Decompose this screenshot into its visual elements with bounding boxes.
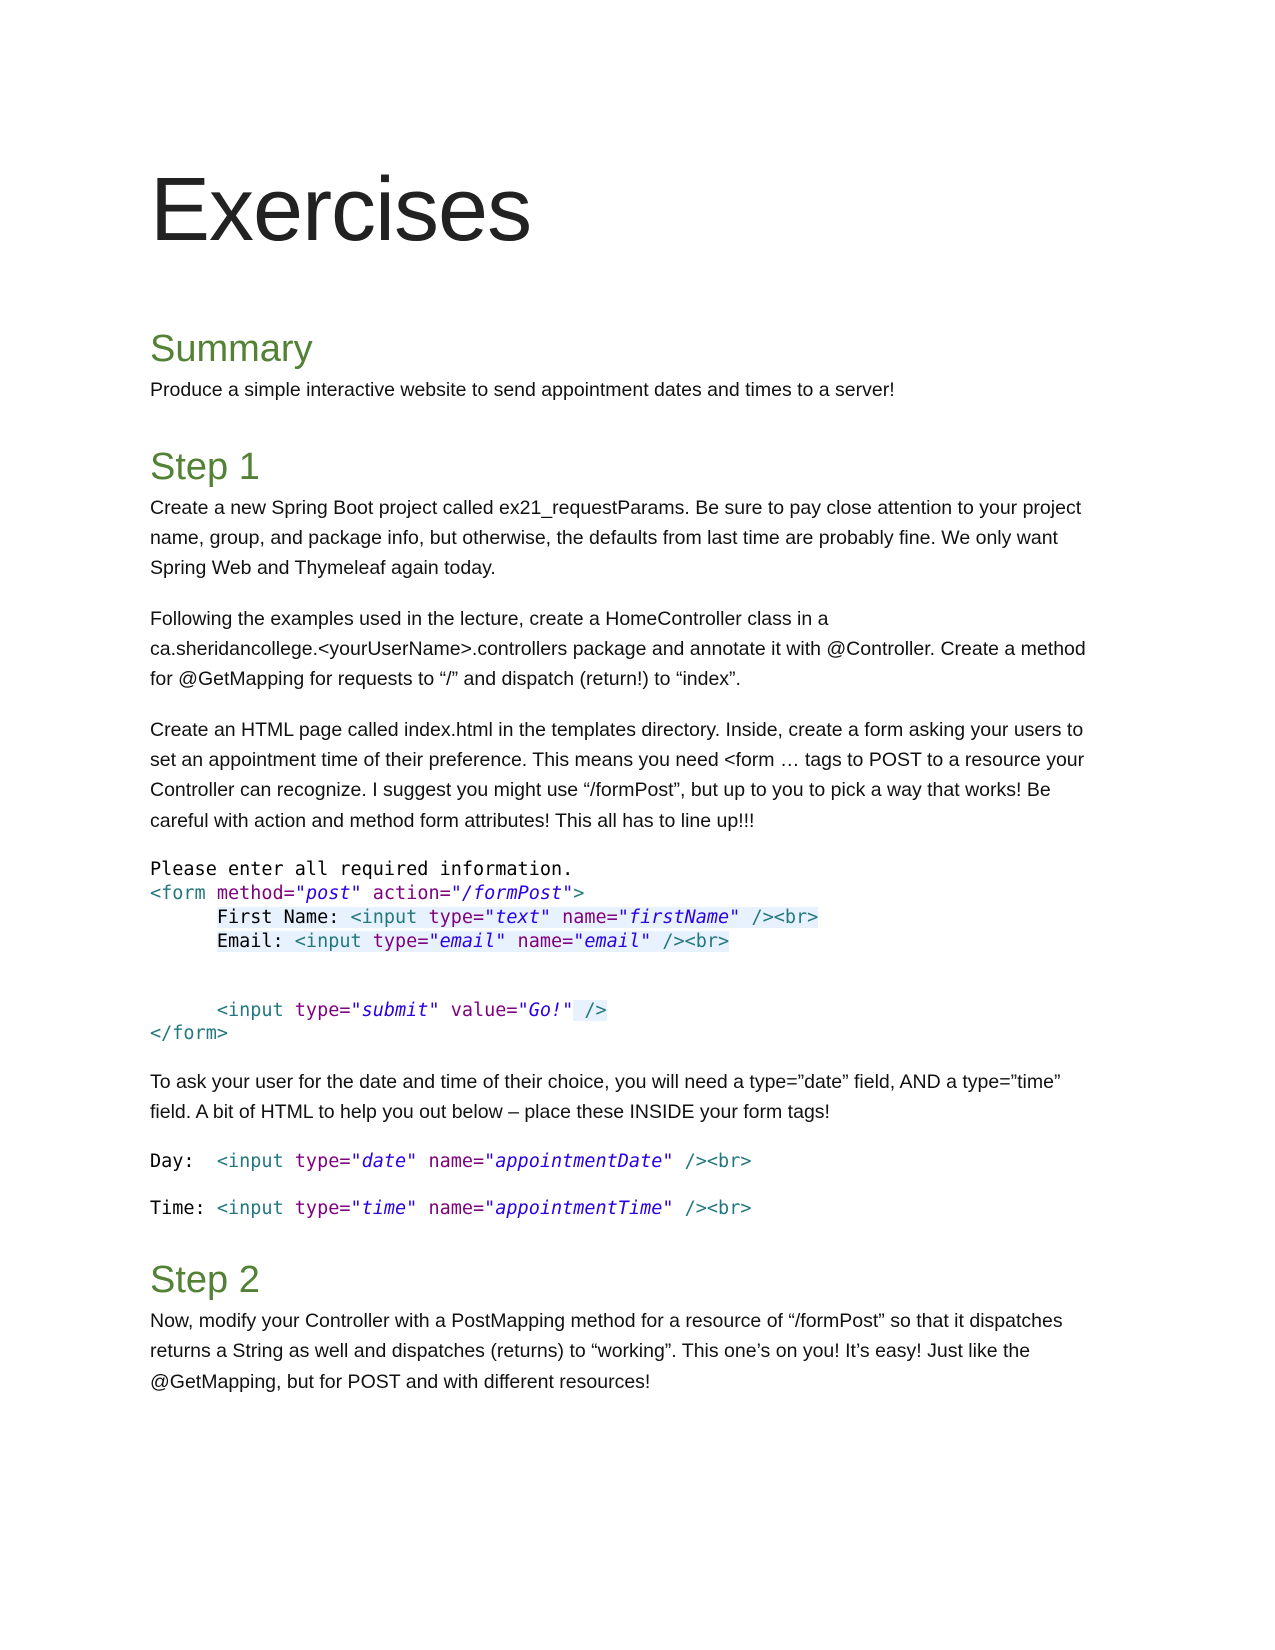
code-type-attr: type= bbox=[283, 1151, 351, 1172]
code-line-form-open bbox=[150, 882, 584, 906]
code-method-val: "post" bbox=[294, 883, 362, 904]
summary-heading: Summary bbox=[150, 328, 313, 370]
step1-paragraph-1-line-2: name, group, and package info, but otherwise, the defaults from last time are probably fine. We only want bbox=[150, 527, 1058, 549]
code-input-open-tag: <input bbox=[294, 931, 362, 952]
code-email-name-val: "email" bbox=[573, 931, 652, 952]
code-input-open-tag: <input bbox=[216, 1000, 284, 1021]
code-name-attr: name= bbox=[417, 1151, 485, 1172]
code-form-open-tag: <form bbox=[150, 883, 206, 904]
step1-paragraph-3-line-1: Create an HTML page called index.html in the templates directory. Inside, create a form asking your users to bbox=[150, 719, 1084, 741]
code-time-val: "time" bbox=[350, 1198, 418, 1219]
code-appt-date-val: "appointmentDate" bbox=[484, 1151, 674, 1172]
step1-paragraph-1-line-3: Spring Web and Thymeleaf again today. bbox=[150, 557, 496, 579]
code-action-val: "/formPost" bbox=[450, 883, 574, 904]
code-submit-val: "submit" bbox=[350, 1000, 440, 1021]
step1-paragraph-3-line-2: set an appointment time of their preference. This means you need <form … tags to POST to a resource your bbox=[150, 749, 1085, 771]
code-line-instruction bbox=[150, 858, 573, 882]
code-name-attr: name= bbox=[550, 907, 618, 928]
code-input-open-tag: <input bbox=[350, 907, 418, 928]
page-title: Exercises bbox=[150, 160, 532, 260]
code-indent bbox=[150, 907, 217, 928]
code-text-val: "text" bbox=[484, 907, 551, 928]
step1-paragraph-4-line-2: field. A bit of HTML to help you out below – place these INSIDE your form tags! bbox=[150, 1101, 830, 1123]
code-name-attr: name= bbox=[417, 1198, 485, 1219]
code-form-close-tag: </form> bbox=[150, 1023, 228, 1044]
code-type-attr: type= bbox=[361, 931, 429, 952]
code-method-attr: method= bbox=[205, 883, 295, 904]
code-value-attr: value= bbox=[439, 1000, 518, 1021]
step2-heading: Step 2 bbox=[150, 1259, 260, 1301]
step2-line-3: @GetMapping, but for POST and with different resources! bbox=[150, 1371, 651, 1393]
step1-paragraph-1-line-1: Create a new Spring Boot project called ex21_requestParams. Be sure to pay close attention to your project bbox=[150, 497, 1082, 519]
code-type-attr: type= bbox=[283, 1000, 351, 1021]
code-line-time bbox=[150, 1197, 751, 1221]
step1-paragraph-4-line-1: To ask your user for the date and time of their choice, you will need a type=”date” field, AND a type=”time” bbox=[150, 1071, 1061, 1093]
code-first-name-label: First Name: bbox=[216, 907, 351, 928]
step1-paragraph-3-line-3: Controller can recognize. I suggest you might use “/formPost”, but up to you to pick a way that works! Be bbox=[150, 779, 1051, 801]
code-firstname-val: "firstName" bbox=[617, 907, 741, 928]
code-form-open-end: > bbox=[573, 883, 585, 904]
code-email-type-val: "email" bbox=[428, 931, 507, 952]
code-go-val: "Go!" bbox=[517, 1000, 574, 1021]
step1-paragraph-2-line-1: Following the examples used in the lecture, create a HomeController class in a bbox=[150, 608, 829, 630]
code-line-email bbox=[150, 930, 729, 954]
code-input-close: /><br> bbox=[740, 907, 819, 928]
code-line-submit bbox=[150, 999, 607, 1023]
code-indent bbox=[150, 1000, 217, 1021]
code-submit-close: /> bbox=[573, 1000, 607, 1021]
step1-heading: Step 1 bbox=[150, 446, 260, 488]
code-input-close: /><br> bbox=[651, 931, 730, 952]
code-time-label: Time: bbox=[150, 1198, 217, 1219]
code-indent bbox=[150, 931, 217, 952]
step2-line-1: Now, modify your Controller with a PostMapping method for a resource of “/formPost” so that it dispatches bbox=[150, 1310, 1063, 1332]
code-type-attr: type= bbox=[417, 907, 485, 928]
code-appt-time-val: "appointmentTime" bbox=[484, 1198, 674, 1219]
step1-paragraph-3-line-4: careful with action and method form attributes! This all has to line up!!! bbox=[150, 810, 755, 832]
code-type-attr: type= bbox=[283, 1198, 351, 1219]
code-date-val: "date" bbox=[350, 1151, 418, 1172]
code-first-name-highlight bbox=[217, 907, 818, 928]
code-email-label: Email: bbox=[216, 931, 295, 952]
code-input-close: /><br> bbox=[673, 1198, 752, 1219]
code-line-day bbox=[150, 1150, 751, 1174]
code-email-highlight bbox=[217, 931, 729, 952]
code-action-attr: action= bbox=[361, 883, 451, 904]
step1-paragraph-2-line-2: ca.sheridancollege.<yourUserName>.controllers package and annotate it with @Controller. Create a method bbox=[150, 638, 1086, 660]
step1-paragraph-2-line-3: for @GetMapping for requests to “/” and dispatch (return!) to “index”. bbox=[150, 668, 741, 690]
code-name-attr: name= bbox=[506, 931, 574, 952]
code-day-label: Day: bbox=[150, 1151, 217, 1172]
code-input-open-tag: <input bbox=[216, 1151, 284, 1172]
code-line-form-close bbox=[150, 1022, 228, 1046]
summary-text: Produce a simple interactive website to send appointment dates and times to a server! bbox=[150, 379, 895, 401]
code-line-first-name bbox=[150, 906, 818, 930]
code-instruction-text: Please enter all required information. bbox=[150, 859, 574, 880]
code-input-close: /><br> bbox=[673, 1151, 752, 1172]
code-input-open-tag: <input bbox=[216, 1198, 284, 1219]
step2-line-2: returns a String as well and dispatches (returns) to “working”. This one’s on you! It’s easy! Just like the bbox=[150, 1340, 1031, 1362]
